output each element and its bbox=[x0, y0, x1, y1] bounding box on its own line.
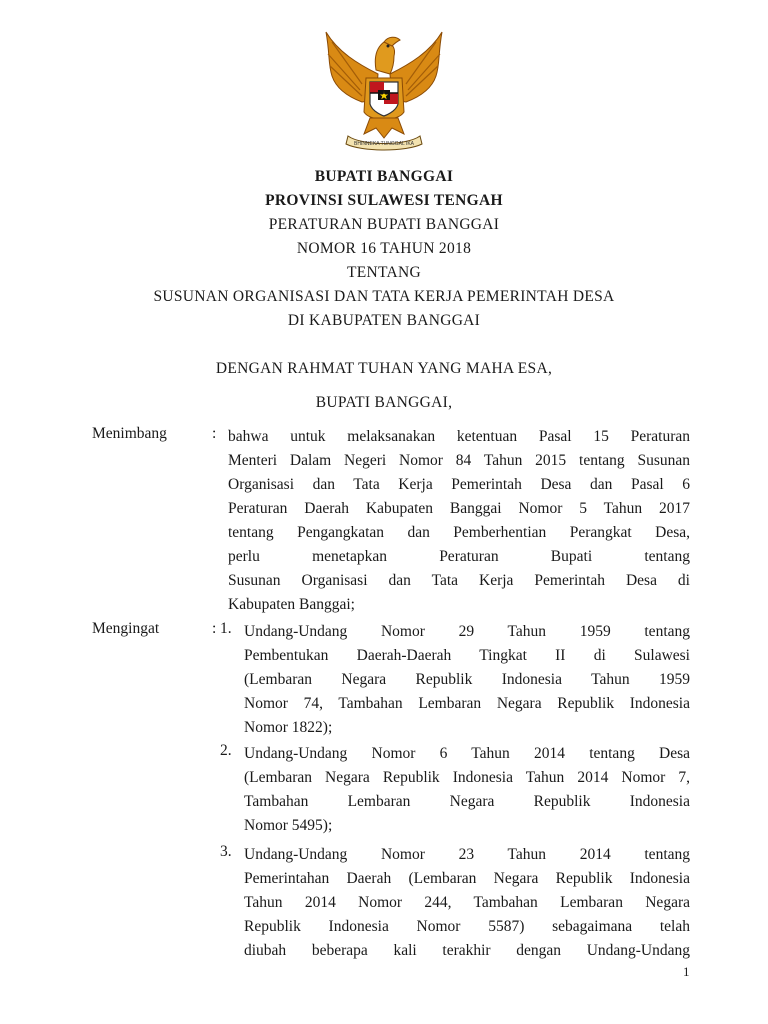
mengingat-item-3 bbox=[244, 843, 690, 963]
paragraph-line: Undang-Undang Nomor 23 Tahun 2014 tentang bbox=[244, 846, 690, 863]
mengingat-item-1 bbox=[244, 620, 690, 740]
paragraph-line: Pembentukan Daerah-Daerah Tingkat II di Sulawesi bbox=[244, 647, 690, 664]
paragraph-line: diubah beberapa kali terakhir dengan Undang-Undang bbox=[244, 942, 690, 959]
paragraph-line: Kabupaten Banggai; bbox=[228, 596, 355, 613]
regulation-about: TENTANG bbox=[346, 264, 422, 281]
mengingat-label: Mengingat bbox=[92, 620, 160, 637]
province-title: PROVINSI SULAWESI TENGAH bbox=[265, 192, 503, 209]
paragraph-line: perlu menetapkan Peraturan Bupati tentang bbox=[228, 548, 690, 565]
svg-text:BHINNEKA TUNGGAL IKA: BHINNEKA TUNGGAL IKA bbox=[353, 141, 415, 147]
paragraph-line: Tambahan Lembaran Negara Republik Indonesia bbox=[244, 793, 690, 810]
paragraph-line: Nomor 74, Tambahan Lembaran Negara Republik Indonesia bbox=[244, 695, 690, 712]
paragraph-line: Undang-Undang Nomor 29 Tahun 1959 tentang bbox=[244, 623, 690, 640]
regulation-title: PERATURAN BUPATI BANGGAI bbox=[268, 216, 500, 233]
paragraph-line: Susunan Organisasi dan Tata Kerja Pemerintah Desa di bbox=[228, 572, 690, 589]
list-item-number: 3. bbox=[220, 843, 232, 860]
list-item-number: 2. bbox=[220, 742, 232, 759]
regulation-subject-line1: SUSUNAN ORGANISASI DAN TATA KERJA PEMERINTAH DESA bbox=[153, 288, 615, 305]
paragraph-line: Republik Indonesia Nomor 5587) sebagaimana telah bbox=[244, 918, 690, 935]
paragraph-line: (Lembaran Negara Republik Indonesia Tahun 2014 Nomor 7, bbox=[244, 769, 690, 786]
regent-title: BUPATI BANGGAI bbox=[314, 168, 454, 185]
paragraph-line: Nomor 1822); bbox=[244, 719, 333, 736]
page-number: 1 bbox=[683, 964, 690, 979]
paragraph-line: (Lembaran Negara Republik Indonesia Tahun 1959 bbox=[244, 671, 690, 688]
regulation-number: NOMOR 16 TAHUN 2018 bbox=[296, 240, 472, 257]
list-item-number: 1. bbox=[220, 620, 232, 637]
paragraph-line: bahwa untuk melaksanakan ketentuan Pasal 15 Peraturan bbox=[228, 428, 690, 445]
regulation-subject-line2: DI KABUPATEN BANGGAI bbox=[287, 312, 481, 329]
paragraph-line: Peraturan Daerah Kabupaten Banggai Nomor 5 Tahun 2017 bbox=[228, 500, 690, 517]
garuda-emblem-icon bbox=[318, 24, 450, 152]
menimbang-paragraph bbox=[228, 425, 690, 617]
paragraph-line: Nomor 5495); bbox=[244, 817, 333, 834]
paragraph-line: Tahun 2014 Nomor 244, Tambahan Lembaran Negara bbox=[244, 894, 690, 911]
mengingat-item-2 bbox=[244, 742, 690, 838]
paragraph-line: tentang Pengangkatan dan Pemberhentian Perangkat Desa, bbox=[228, 524, 690, 541]
paragraph-line: Organisasi dan Tata Kerja Pemerintah Desa dan Pasal 6 bbox=[228, 476, 690, 493]
paragraph-line: Menteri Dalam Negeri Nomor 84 Tahun 2015 tentang Susunan bbox=[228, 452, 690, 469]
preamble-authority: BUPATI BANGGAI, bbox=[315, 394, 453, 411]
paragraph-line: Undang-Undang Nomor 6 Tahun 2014 tentang Desa bbox=[244, 745, 690, 762]
paragraph-line: Pemerintahan Daerah (Lembaran Negara Republik Indonesia bbox=[244, 870, 690, 887]
menimbang-colon: : bbox=[212, 425, 217, 442]
mengingat-colon: : bbox=[212, 620, 217, 637]
preamble-invocation: DENGAN RAHMAT TUHAN YANG MAHA ESA, bbox=[215, 360, 553, 377]
menimbang-label: Menimbang bbox=[92, 425, 167, 442]
